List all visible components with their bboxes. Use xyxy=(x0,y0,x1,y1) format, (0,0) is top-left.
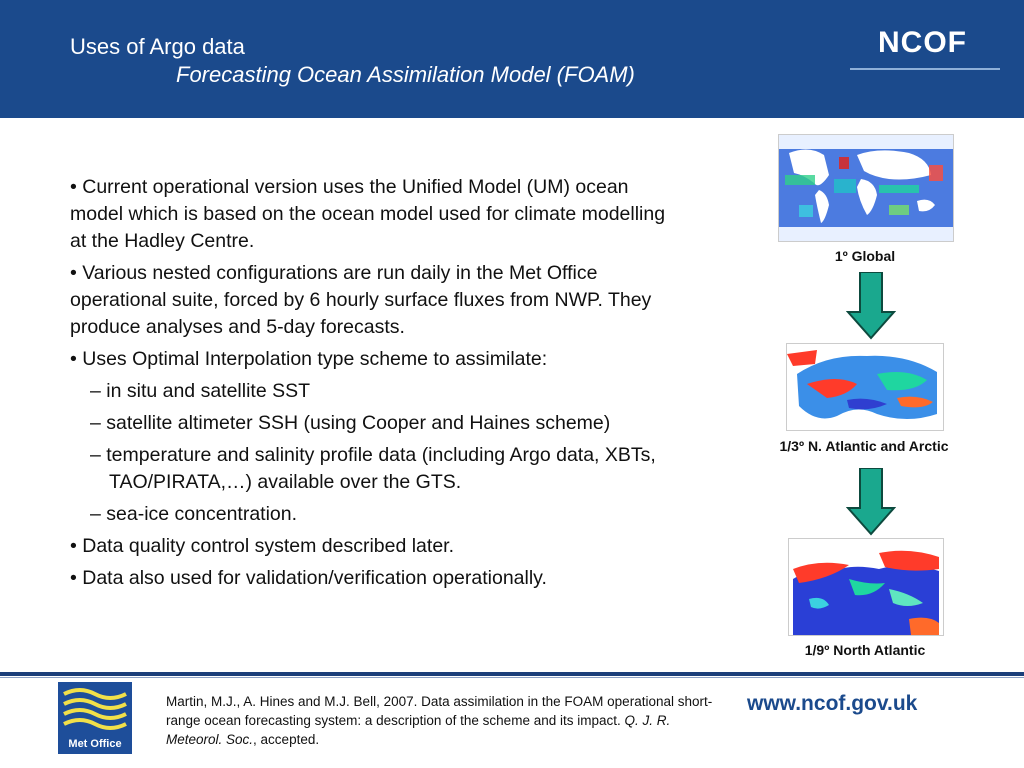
natl-arctic-model-map xyxy=(786,343,944,431)
footer-divider xyxy=(0,672,1024,676)
met-office-logo-text: Met Office xyxy=(68,738,122,750)
global-map-graphic xyxy=(779,135,953,241)
reference-status: , accepted. xyxy=(253,732,320,747)
bullet-item: • Various nested configurations are run daily in the Met Office operational suite, forced by 6 hourly surface fluxes from NWP. They produce analyses and 5-day forecasts. xyxy=(70,262,652,338)
website-link[interactable]: www.ncof.gov.uk xyxy=(747,692,918,715)
natl-map-caption: 1/9º North Atlantic xyxy=(804,642,926,658)
bullet-list xyxy=(70,174,670,597)
sub-bullet-item: – satellite altimeter SSH (using Cooper and Haines scheme) xyxy=(90,412,611,434)
reference-text: Martin, M.J., A. Hines and M.J. Bell, 2007. Data assimilation in the FOAM operational short-range ocean forecasting system: a description of the scheme and its impact. xyxy=(166,694,713,728)
reference-citation xyxy=(166,692,726,749)
wave-icon xyxy=(58,682,132,734)
natl-model-map xyxy=(788,538,944,636)
sub-bullet-item: – temperature and salinity profile data (including Argo data, XBTs, TAO/PIRATA,…) available over the GTS. xyxy=(90,444,656,493)
bullet-item: • Data also used for validation/verification operationally. xyxy=(70,567,547,589)
down-arrow-icon xyxy=(846,272,896,340)
ncof-logo: NCOF xyxy=(878,26,967,59)
slide-subtitle: Forecasting Ocean Assimilation Model (FOAM) xyxy=(176,62,635,87)
natl-map-graphic xyxy=(789,539,943,635)
down-arrow-icon xyxy=(846,468,896,536)
logo-underline xyxy=(850,68,1000,70)
header-banner xyxy=(0,0,1024,118)
footer-divider-thin xyxy=(0,677,1024,678)
bullet-item: • Data quality control system described later. xyxy=(70,535,455,557)
natl-arctic-map-caption: 1/3º N. Atlantic and Arctic xyxy=(779,438,949,454)
met-office-logo xyxy=(58,682,132,754)
natl-arctic-map-graphic xyxy=(787,344,943,430)
sub-bullet-item: – in situ and satellite SST xyxy=(90,380,311,402)
slide-title: Uses of Argo data xyxy=(70,34,245,59)
bullet-item: • Uses Optimal Interpolation type scheme to assimilate: xyxy=(70,348,548,370)
global-model-map xyxy=(778,134,954,242)
sub-bullet-item: – sea-ice concentration. xyxy=(90,503,298,525)
reference-journal: Q. J. R. Meteorol. Soc. xyxy=(166,713,671,747)
bullet-item: • Current operational version uses the Unified Model (UM) ocean model which is based on the ocean model used for climate modelling at the Hadley Centre. xyxy=(70,176,666,252)
global-map-caption: 1º Global xyxy=(834,248,896,264)
